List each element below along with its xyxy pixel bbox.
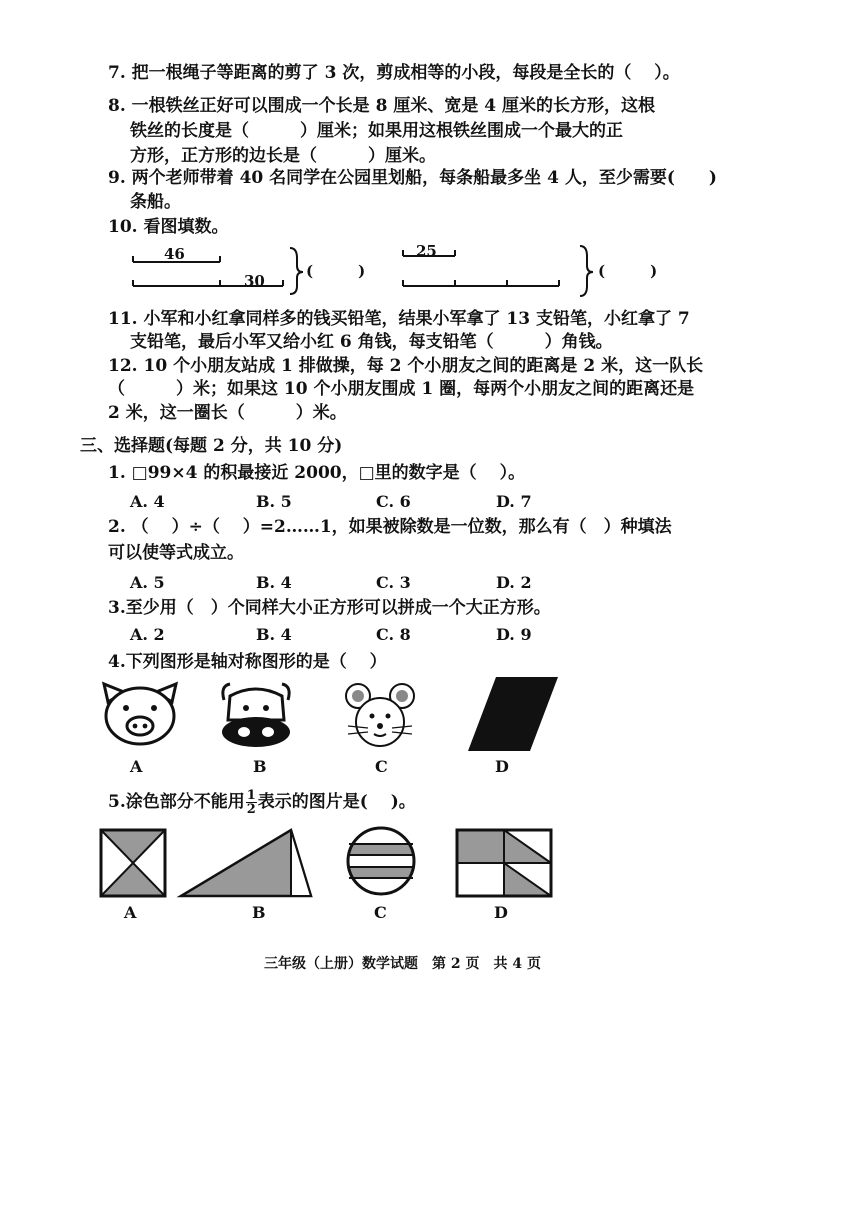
question-11-line-1: 11. 小军和小红拿同样多的钱买铅笔，结果小军拿了 13 支铅笔，小红拿了 7	[108, 309, 690, 329]
q10-left-blank: ( )	[306, 262, 366, 280]
cow-face-icon	[218, 682, 294, 750]
choice-q1-option-a: A. 4	[130, 492, 165, 511]
q4-caption-a: A	[130, 757, 143, 776]
choice-q2-option-a: A. 5	[130, 573, 165, 592]
choice-q3-option-b: B. 4	[256, 625, 292, 644]
choice-q2-option-c: C. 3	[376, 573, 411, 592]
parallelogram-icon	[466, 675, 560, 753]
triangle-figure	[179, 828, 315, 898]
q5-caption-c: C	[374, 903, 387, 922]
choice-q2-option-b: B. 4	[256, 573, 292, 592]
q10-left-top-label: 46	[164, 245, 185, 263]
choice-q1-option-c: C. 6	[376, 492, 411, 511]
page-footer: 三年级（上册）数学试题 第 2 页 共 4 页	[264, 956, 541, 972]
question-12-line-3: 2 米，这一圈长（ ）米。	[108, 403, 347, 423]
rectangle-grid-figure	[455, 828, 553, 898]
q10-left-bottom-label: 30	[244, 272, 265, 290]
choice-q2-line-1: 2. （ ）÷（ ）=2……1，如果被除数是一位数，那么有（ ）种填法	[108, 517, 672, 537]
choice-q2-line-2: 可以使等式成立。	[108, 543, 244, 563]
choice-q1-option-d: D. 7	[496, 492, 532, 511]
choice-q2-option-d: D. 2	[496, 573, 532, 592]
choice-q1: 1. □99×4 的积最接近 2000，□里的数字是（ ）。	[108, 463, 526, 483]
choice-q5	[108, 789, 416, 816]
mouse-face-icon	[344, 682, 416, 752]
choice-q5-text-before: 5.涂色部分不能用	[108, 792, 245, 812]
question-9-line-2: 条船。	[130, 192, 181, 212]
q5-caption-a: A	[124, 903, 137, 922]
choice-q3: 3.至少用（ ）个同样大小正方形可以拼成一个大正方形。	[108, 598, 551, 618]
choice-q5-text-after: 表示的图片是( )。	[257, 792, 416, 812]
choice-q3-option-d: D. 9	[496, 625, 532, 644]
fraction-numerator: 1	[246, 788, 256, 803]
q5-caption-d: D	[494, 903, 508, 922]
choice-q4: 4.下列图形是轴对称图形的是（ ）	[108, 652, 387, 672]
choice-q3-option-a: A. 2	[130, 625, 165, 644]
q4-caption-c: C	[375, 757, 388, 776]
q4-caption-b: B	[253, 757, 267, 776]
question-12-line-2: （ ）米；如果这 10 个小朋友围成 1 圈，每两个小朋友之间的距离还是	[108, 379, 695, 399]
question-8-line-3: 方形，正方形的边长是（ ）厘米。	[130, 146, 436, 166]
question-12-line-1: 12. 10 个小朋友站成 1 排做操，每 2 个小朋友之间的距离是 2 米，这一队长	[108, 356, 704, 376]
q10-right-blank: ( )	[598, 262, 658, 280]
one-half-fraction	[246, 789, 257, 816]
q5-caption-b: B	[252, 903, 266, 922]
question-10: 10. 看图填数。	[108, 217, 229, 237]
fraction-denominator: 2	[246, 802, 256, 817]
square-x-figure	[99, 828, 167, 898]
q10-left-figure	[133, 248, 303, 294]
question-7: 7. 把一根绳子等距离的剪了 3 次，剪成相等的小段，每段是全长的（ ）。	[108, 63, 680, 83]
pig-face-icon	[100, 680, 180, 748]
choice-q1-option-b: B. 5	[256, 492, 292, 511]
section-3-heading: 三、选择题(每题 2 分，共 10 分)	[80, 436, 343, 456]
question-8-line-1: 8. 一根铁丝正好可以围成一个长是 8 厘米、宽是 4 厘米的长方形，这根	[108, 96, 655, 116]
choice-q3-option-c: C. 8	[376, 625, 411, 644]
question-8-line-2: 铁丝的长度是（ ）厘米；如果用这根铁丝围成一个最大的正	[130, 121, 623, 141]
question-9-line-1: 9. 两个老师带着 40 名同学在公园里划船，每条船最多坐 4 人，至少需要( )	[108, 168, 717, 188]
question-11-line-2: 支铅笔，最后小军又给小红 6 角钱，每支铅笔（ ）角钱。	[130, 332, 613, 352]
q10-right-top-label: 25	[416, 242, 437, 260]
circle-stripes-figure	[344, 824, 418, 898]
q4-caption-d: D	[495, 757, 509, 776]
